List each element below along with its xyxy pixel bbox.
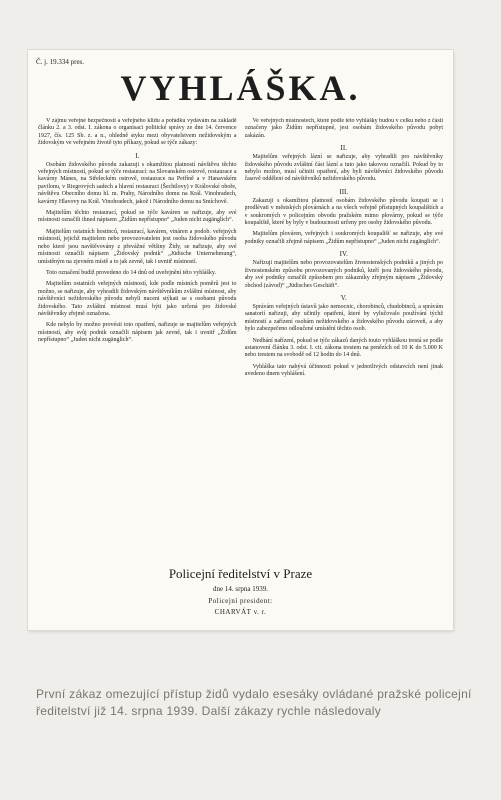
section-heading: IV.	[339, 250, 348, 259]
photo-caption: První zákaz omezující přístup židů vydalo esesáky ovládané pražské policejní ředitelství již 14. srpna 1939. Další zákazy rychle následovaly	[36, 687, 472, 718]
document-title: VYHLÁŠKA.	[120, 68, 361, 108]
paragraph: Správám veřejných ústavů jako nemocnic, chorobinců, chudobinců, a správám sanatorií nařizuji, aby učinily opatření, které by vylučovalo používání týchž místností a zařízení osobám nežidovského a židovského původu zároveň, a aby bylo zabezpečeno odloučené umístění těchto osob.	[244, 303, 443, 333]
document-body	[38, 118, 443, 558]
proclamation-document	[28, 50, 453, 630]
paragraph: Toto označení budiž provedeno do 14 dnů od uveřejnění této vyhlášky.	[46, 269, 216, 276]
section-heading: III.	[339, 187, 349, 196]
paragraph: Vyhláška tato nabývá účinnosti pokud v jednotlivých odstavcích není jinak uvedeno dnem vyhlášení.	[244, 363, 443, 378]
paragraph: Nařizuji majitelům nebo provozovatelům živnostenských podniků a jiných po živnostenském způsobu provozovaných podniků, kteří jsou židovského původu, aby své podniky označili způsobem pro zákazníky zřejmým nápisem „Židovský obchod (závod)“ „Jüdisches Geschäft“.	[244, 260, 443, 289]
document-footer	[28, 565, 453, 617]
section-heading: I.	[135, 151, 140, 160]
left-column	[38, 118, 237, 558]
paragraph: Nedbání nařízení, pokud se týče zákazů daných touto vyhláškou trestá se podle ustanovení článku 3. odst. I. cit. zákona trestem na penězích od 10 K do 5.000 K nebo trestem na svobodě od 12 hodin do 14 dnů.	[244, 337, 443, 359]
right-column	[245, 118, 444, 558]
paragraph: Zakazuji s okamžitou platností osobám židovského původu koupati se i prodlévati v městských plovárnách a na všech veřejně přístupných koupalištích a v soukromých v policejním obvodu pražském mimo plovárny, pokud se týče koupaliště, které by byly v budoucnosti určeny pro osoby židovského původu.	[244, 197, 443, 227]
issue-date: dne 14. srpna 1939.	[212, 585, 269, 593]
paragraph: Majitelům ostatních hostinců, restaurací, kaváren, vináren a podob. veřejných místností, jejichž majitelem nebo provozovatelem jest osoba židovského původu nebo které jsou navštěvovány z převážné většiny Židy, se nařizuje, aby své místnosti označili nápisem „Židovský podnik“ „Jüdische Unternehmung“, umístěným na zjevném místě a to jak zevně, tak i uvnitř místností.	[38, 228, 237, 265]
intro-paragraph: V zájmu veřejné bezpečnosti a veřejného klidu a pořádku vydávám na základě článku 2. a 3. odst. I. zákona o organisaci politické správy ze dne 14. července 1927, čís. 125 Sb. z. a n., ohledně styku mezi obyvatelstvem nežidovským a židovským ve veřejném životě tyto příkazy, pokud se týče zákazy:	[38, 118, 237, 147]
paragraph: Majitelům veřejných lázní se nařizuje, aby vyhradili pro návštěvníky židovského původu zvláštní část lázní a tuto jako takovou označili. Pokud by to nebylo možno, musí učiniti opatření, aby byli návštěvníci židovského původu časově odděleni od návštěvníků nežidovského původu.	[244, 154, 443, 183]
section-heading: II.	[340, 144, 347, 153]
section-heading: V.	[340, 293, 347, 302]
signatory-role: Policejní president:	[208, 597, 273, 605]
issuing-authority: Policejní ředitelství v Praze	[168, 566, 313, 581]
reference-number: Č. j. 19.334 pres.	[36, 58, 85, 66]
paragraph: Majitelům plováren, veřejných i soukromých koupališť se nařizuje, aby své podniky označili zřejmě nápisem „Židům nepřístupno“ „Juden nicht zugänglich“.	[244, 231, 443, 245]
paragraph: Kde nebylo by možno provésti toto opatření, nařizuje se majitelům veřejných místností, aby svůj podnik označili nápisem jak zevně, tak i uvnitř „Židům nepřístupno“ „Juden nicht zugänglich“.	[38, 322, 237, 344]
signatory-name: CHARVÁT v. r.	[214, 608, 267, 616]
paragraph: Osobám židovského původu zakazuji s okamžitou platností návštěvu těchto veřejných místností, pokud se týče restaurací: na Slovanském ostrově, restaurace a kavárny Mánes, na Střeleckém ostrově, restaurace na Petříně a v Hanavském pavilonu, v Riegrových sadech a hlavní restauraci (Šechtlovy) v Královské oboře, návštěvu Obecního domu hl. m. Prahy, Národního domu na Král. Vinohradech, kavárny Hlavovy na Král. Vinohradech, jakož i Národního domu na Smíchově.	[38, 161, 237, 205]
paragraph: Majitelům ostatních veřejných místností, kde podle místních poměrů jest to možno, se nařizuje, aby vyhradili židovským návštěvníkům zvláštní místnost, aby návštěvníci nežidovského původu nebyli nuceni stýkati se s osobami původu židovského. Tato zvláštní místnost musí býti jako určená pro židovské návštěvníky zřejmě označena.	[38, 281, 237, 317]
paragraph: Ve veřejných místnostech, které podle této vyhlášky budou v celku nebo z části označeny jako Židům nepřístupné, jest osobám židovského původu pobyt zakázán.	[244, 118, 443, 139]
paragraph: Majitelům těchto restaurací, pokud se týče kaváren se nařizuje, aby své místnosti označili ihned nápisem „Židům nepřístupno“ „Juden nicht zugänglich“.	[38, 210, 237, 224]
